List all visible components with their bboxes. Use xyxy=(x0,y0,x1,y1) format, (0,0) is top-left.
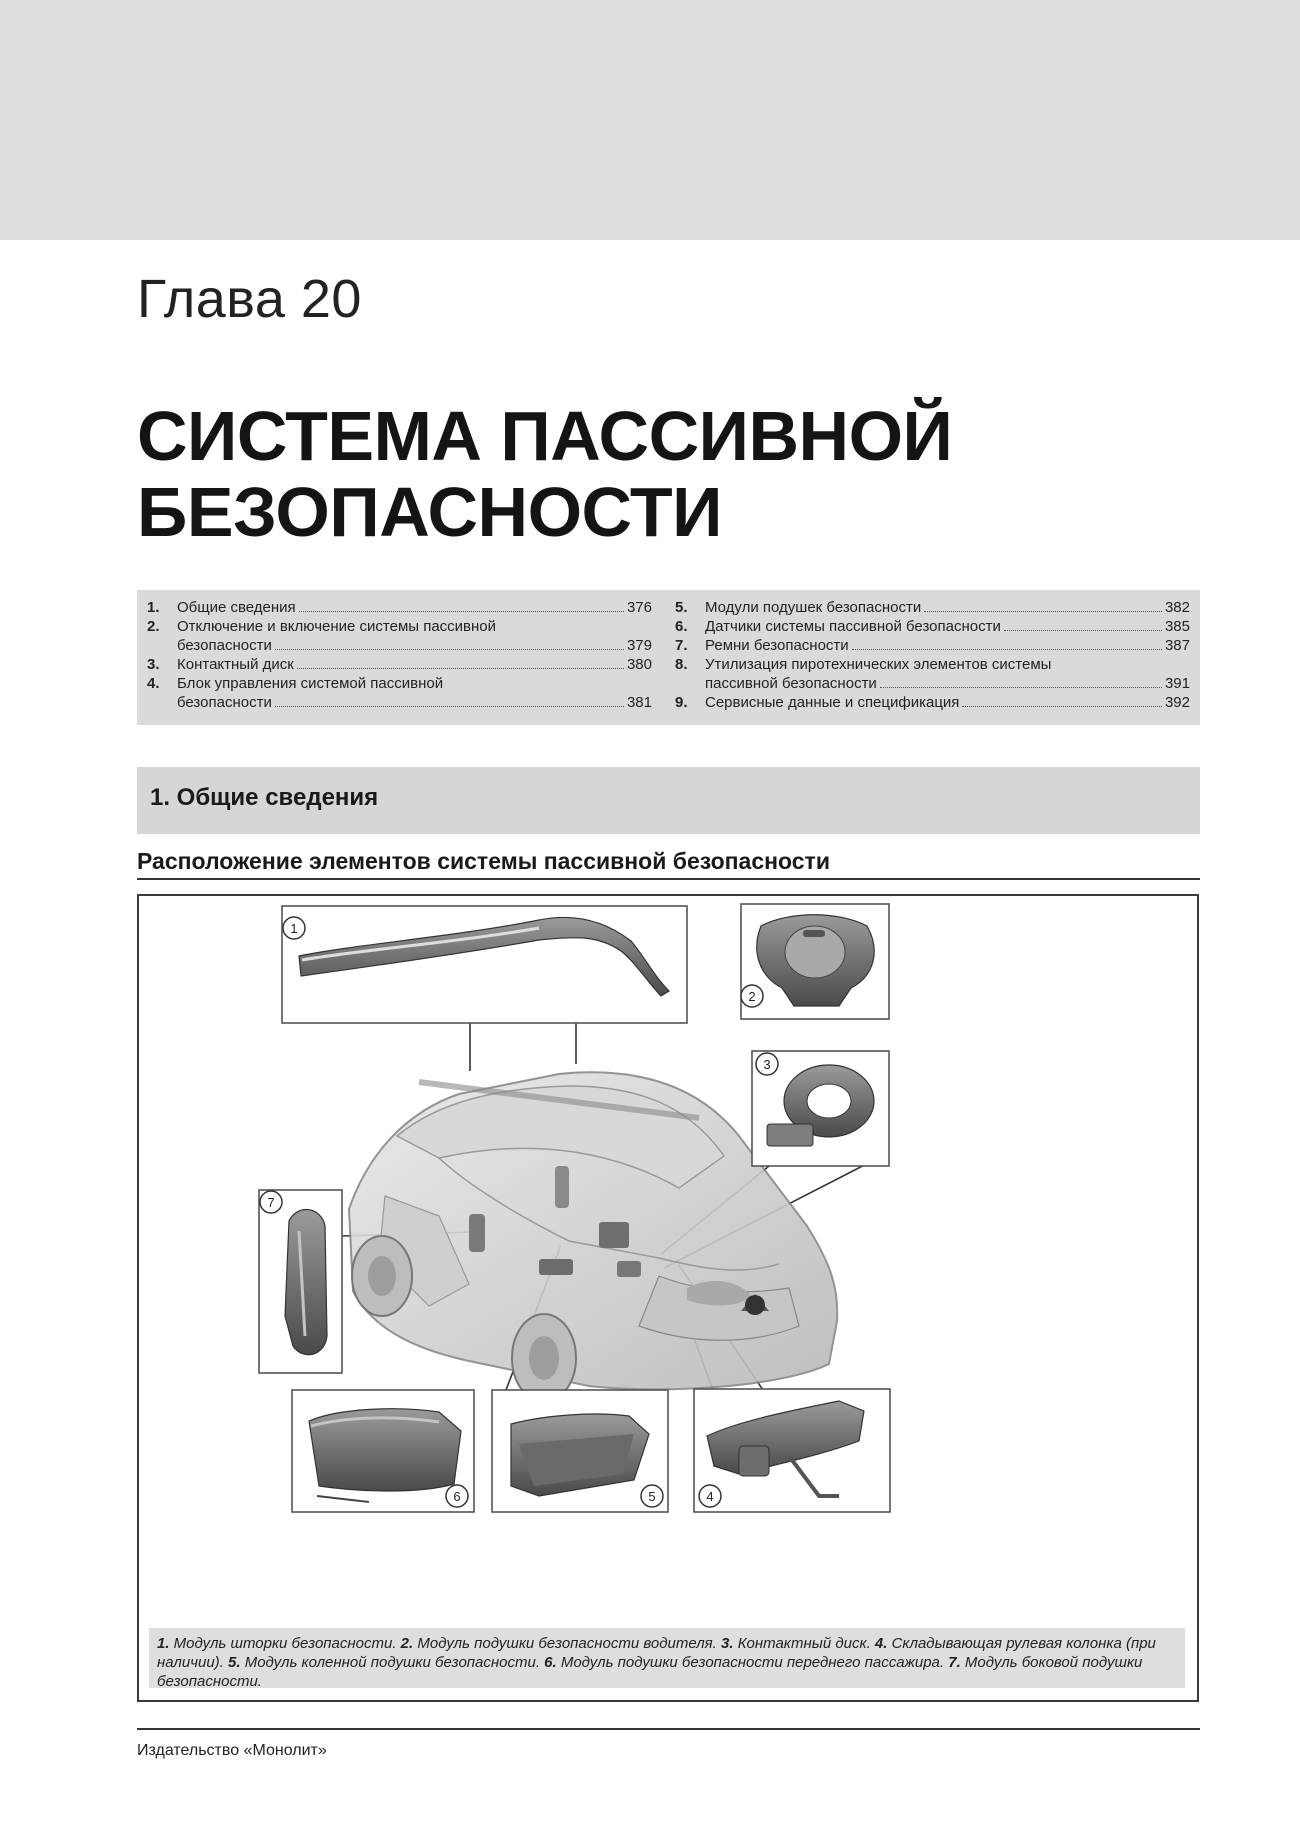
page-title-line-1: СИСТЕМА ПАССИВНОЙ xyxy=(137,397,953,475)
toc-column-left xyxy=(147,598,652,712)
callout-1: 1 xyxy=(290,921,298,936)
toc-entry-text: Ремни безопасности xyxy=(705,637,849,654)
toc-entry-text: Сервисные данные и спецификация xyxy=(705,694,960,711)
toc-entry-text: Общие сведения xyxy=(177,599,296,616)
section-header xyxy=(137,767,1200,834)
caption-item-number: 1. xyxy=(157,1635,170,1652)
toc-entry-text: Отключение и включение системы пассивной xyxy=(177,618,497,635)
table-of-contents xyxy=(137,590,1200,725)
toc-entry-page: 391 xyxy=(1164,675,1190,692)
toc-entry-number: 1. xyxy=(147,599,160,616)
caption-item-text: Модуль коленной подушки безопасности. xyxy=(240,1654,545,1671)
toc-entry xyxy=(675,617,1190,636)
toc-entry-number: 9. xyxy=(675,694,688,711)
header-band xyxy=(0,0,1300,240)
caption-item-number: 5. xyxy=(228,1654,241,1671)
caption-item-number: 7. xyxy=(948,1654,961,1671)
components-illustration xyxy=(139,896,1197,1626)
figure-heading xyxy=(137,848,1200,880)
toc-entry-text: Блок управления системой пассивной xyxy=(177,675,444,692)
toc-entry-text: Контактный диск xyxy=(177,656,294,673)
toc-entry-number: 4. xyxy=(147,675,160,692)
toc-column-right xyxy=(675,598,1190,712)
figure-caption xyxy=(149,1628,1185,1688)
toc-entry-text: Модули подушек безопасности xyxy=(705,599,922,616)
caption-item-text: Модуль боковой подушки безопасности. xyxy=(157,1654,1143,1690)
caption-item-number: 4. xyxy=(874,1635,888,1652)
toc-entry-text: пассивной безопасности xyxy=(705,675,877,692)
chapter-label: Глава 20 xyxy=(137,269,362,329)
caption-item-number: 3. xyxy=(721,1635,734,1652)
toc-entry xyxy=(675,598,1190,617)
toc-entry-page: 381 xyxy=(626,694,652,711)
toc-entry-page: 376 xyxy=(626,599,652,616)
callout-6: 6 xyxy=(453,1489,461,1504)
component-side-airbag xyxy=(259,1190,342,1373)
toc-entry xyxy=(147,674,652,712)
toc-entry-page: 385 xyxy=(1164,618,1190,635)
toc-entry-text: безопасности xyxy=(177,694,272,711)
page-title xyxy=(137,398,1197,550)
caption-item-text: Контактный диск. xyxy=(733,1635,875,1652)
figure-frame xyxy=(137,894,1199,1702)
component-driver-airbag xyxy=(741,904,889,1019)
toc-entry xyxy=(675,636,1190,655)
callout-2: 2 xyxy=(748,989,756,1004)
caption-item-number: 6. xyxy=(544,1654,557,1671)
caption-item-number: 2. xyxy=(400,1635,414,1652)
toc-entry-text: безопасности xyxy=(177,637,272,654)
section-title: 1. Общие сведения xyxy=(150,784,379,811)
caption-item-text: Модуль подушки безопасности водителя. xyxy=(413,1635,722,1652)
footer-divider xyxy=(137,1728,1200,1730)
component-clock-spring xyxy=(752,1051,889,1166)
callout-4: 4 xyxy=(706,1489,714,1504)
callout-5: 5 xyxy=(648,1489,656,1504)
toc-entry xyxy=(675,693,1190,712)
toc-entry xyxy=(147,598,652,617)
toc-entry-page: 392 xyxy=(1164,694,1190,711)
caption-item-text: Модуль подушки безопасности переднего пассажира. xyxy=(556,1654,949,1671)
toc-entry xyxy=(675,655,1190,693)
caption-item-text: Складывающая рулевая колонка (при наличии). xyxy=(157,1635,1156,1671)
toc-entry-number: 5. xyxy=(675,599,688,616)
toc-entry-page: 382 xyxy=(1164,599,1190,616)
page-title-line-2: БЕЗОПАСНОСТИ xyxy=(137,473,722,551)
figure-heading-text: Расположение элементов системы пассивной безопасности xyxy=(137,848,830,874)
callout-3: 3 xyxy=(763,1057,771,1072)
toc-entry-number: 7. xyxy=(675,637,688,654)
toc-entry-text: Утилизация пиротехнических элементов системы xyxy=(705,656,1052,673)
component-passenger-airbag xyxy=(292,1390,474,1512)
toc-entry xyxy=(147,655,652,674)
toc-entry xyxy=(147,617,652,655)
toc-entry-page: 379 xyxy=(626,637,652,654)
caption-item-text: Модуль шторки безопасности. xyxy=(169,1635,401,1652)
toc-entry-page: 387 xyxy=(1164,637,1190,654)
toc-entry-page: 380 xyxy=(626,656,652,673)
component-curtain-airbag xyxy=(282,906,687,1023)
publisher-footer: Издательство «Монолит» xyxy=(137,1742,327,1759)
callout-7: 7 xyxy=(267,1195,275,1210)
toc-entry-number: 2. xyxy=(147,618,160,635)
component-steering-column xyxy=(694,1389,890,1512)
toc-entry-number: 3. xyxy=(147,656,160,673)
toc-entry-number: 8. xyxy=(675,656,688,673)
component-knee-airbag xyxy=(492,1390,668,1512)
toc-entry-text: Датчики системы пассивной безопасности xyxy=(705,618,1001,635)
toc-entry-number: 6. xyxy=(675,618,688,635)
